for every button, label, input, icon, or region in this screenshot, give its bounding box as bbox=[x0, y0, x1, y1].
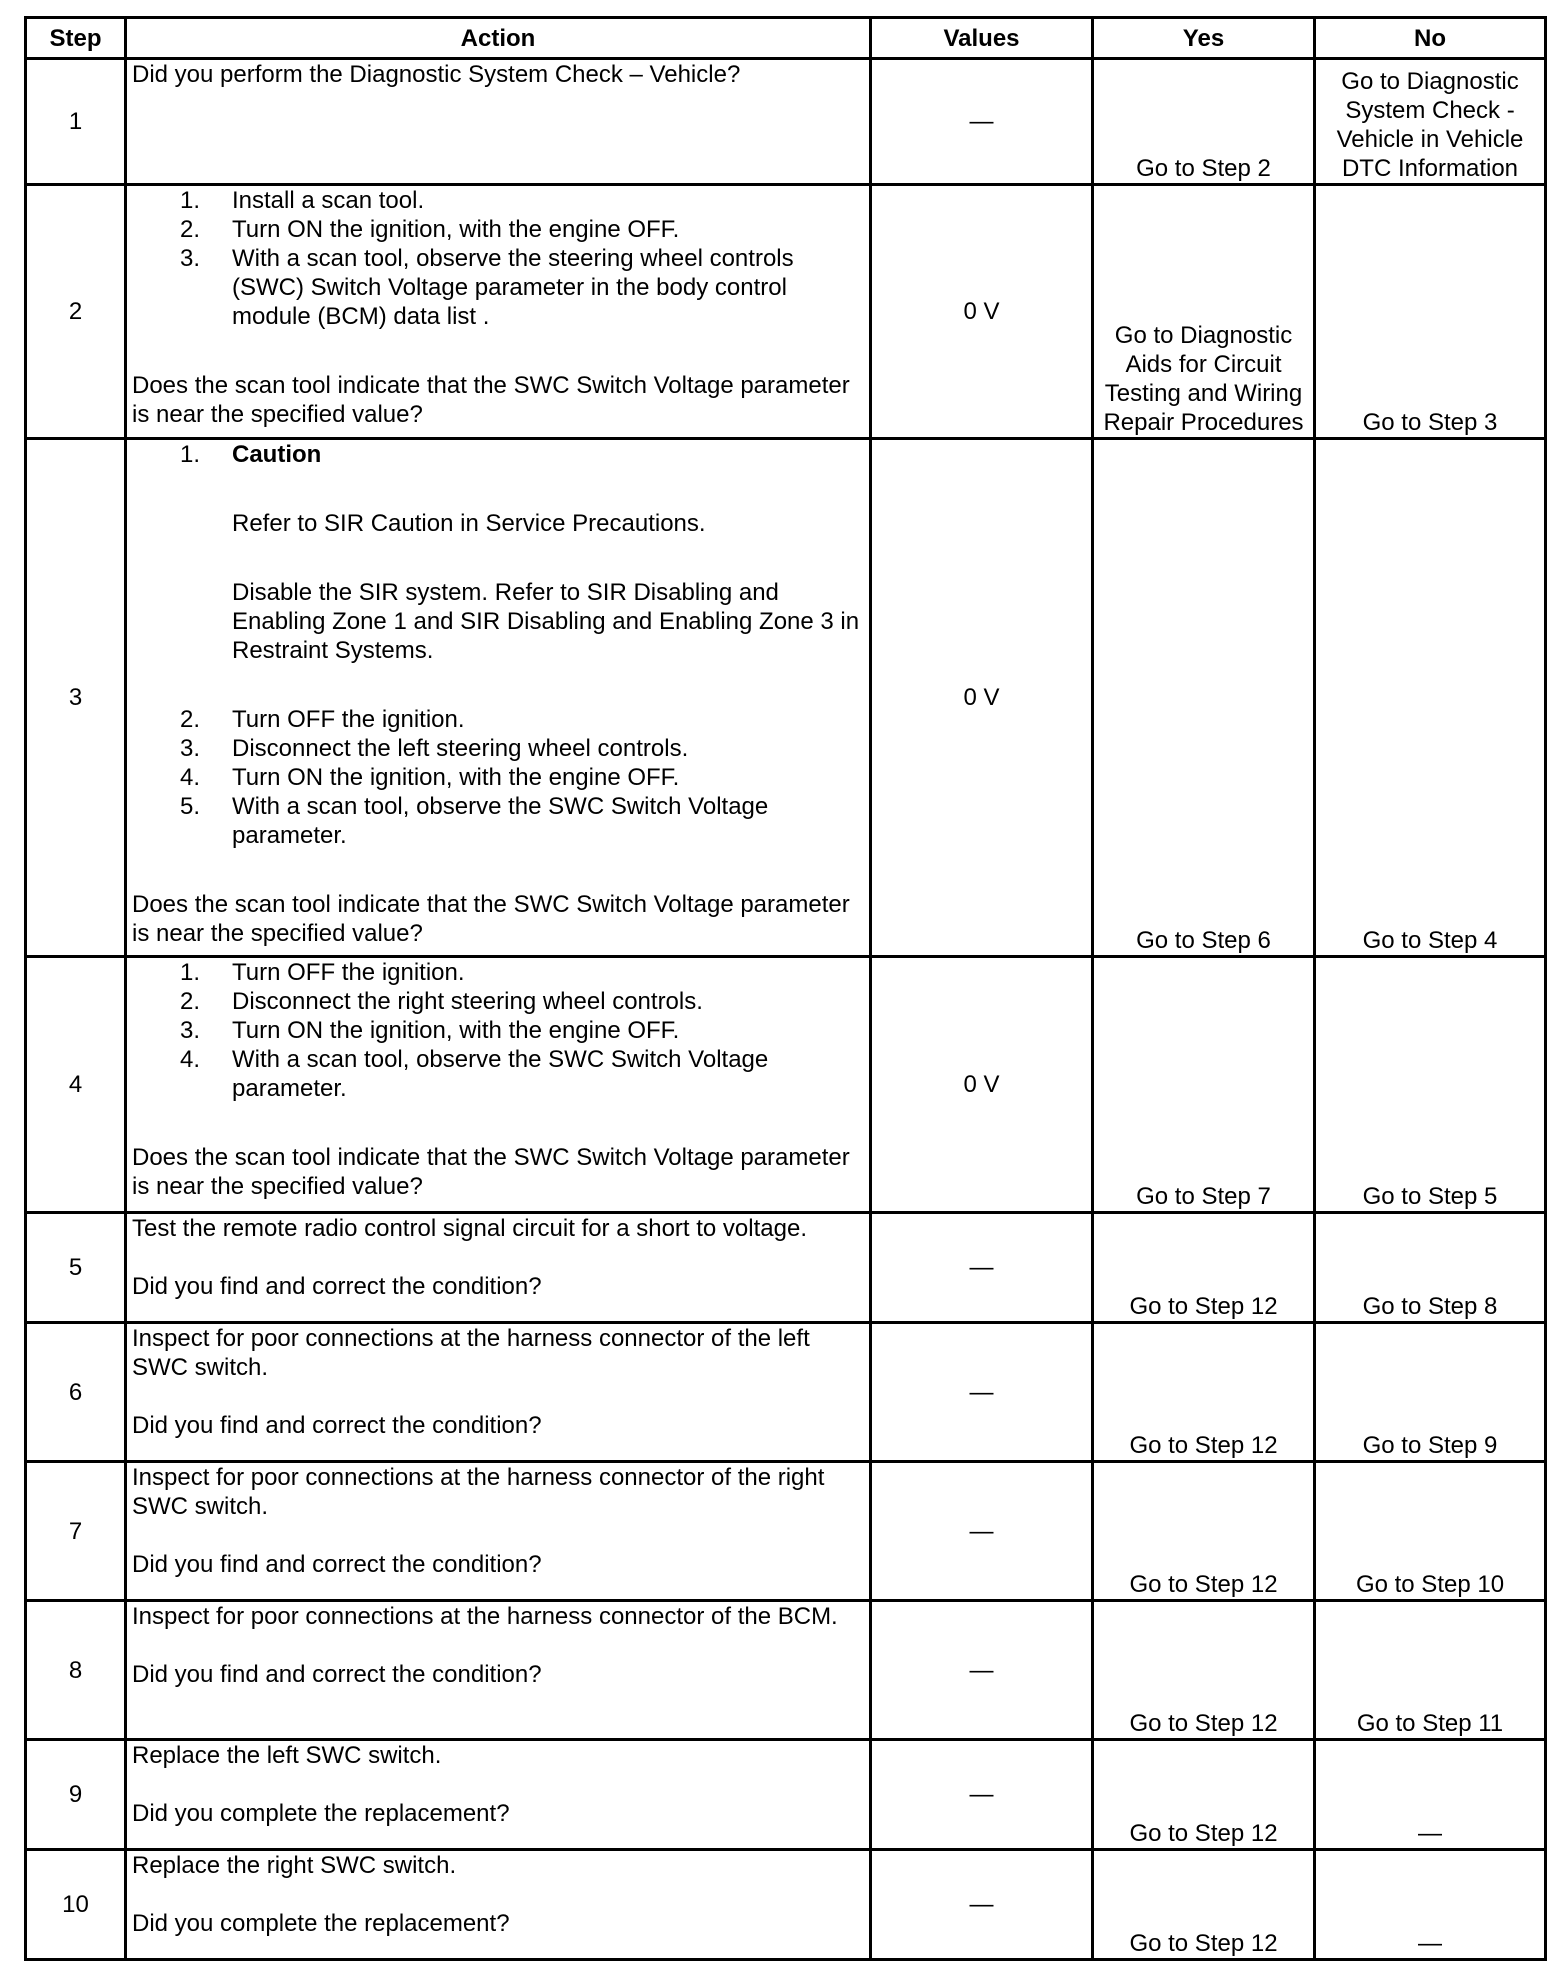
yes-cell: Go to Step 12 bbox=[1093, 1213, 1315, 1323]
action-text: Inspect for poor connections at the harness connector of the right SWC switch. bbox=[132, 1464, 825, 1520]
spacer bbox=[232, 538, 864, 578]
header-row bbox=[26, 18, 1546, 59]
item-text: With a scan tool, observe the SWC Switch Voltage parameter. bbox=[232, 1046, 769, 1102]
item-text: Install a scan tool. bbox=[232, 187, 425, 214]
action-question: Does the scan tool indicate that the SWC Switch Voltage parameter is near the specified value? bbox=[132, 1144, 850, 1200]
list-item bbox=[132, 987, 864, 1016]
yes-cell: Go to Step 12 bbox=[1093, 1323, 1315, 1462]
header-action: Action bbox=[126, 18, 871, 59]
no-cell: Go to Step 5 bbox=[1315, 957, 1546, 1213]
action-cell bbox=[126, 1213, 871, 1323]
action-text: Replace the right SWC switch. bbox=[132, 1852, 457, 1879]
yes-cell: Go to Step 12 bbox=[1093, 1740, 1315, 1850]
table-row bbox=[26, 1740, 1546, 1850]
no-cell: Go to Step 11 bbox=[1315, 1601, 1546, 1740]
value-cell: 0 V bbox=[871, 185, 1093, 439]
action-cell bbox=[126, 439, 871, 957]
list-item bbox=[132, 763, 864, 792]
spacer bbox=[132, 1880, 864, 1909]
action-cell bbox=[126, 1740, 871, 1850]
header-values: Values bbox=[871, 18, 1093, 59]
table-row bbox=[26, 1213, 1546, 1323]
spacer bbox=[132, 1382, 864, 1411]
list-item bbox=[132, 186, 864, 215]
action-question: Did you complete the replacement? bbox=[132, 1800, 510, 1827]
item-number: 3. bbox=[180, 1017, 201, 1044]
list-item bbox=[132, 244, 864, 331]
item-number: 2. bbox=[180, 706, 201, 733]
item-text: Disconnect the left steering wheel controls. bbox=[232, 735, 689, 762]
list-item bbox=[132, 215, 864, 244]
item-text: Turn ON the ignition, with the engine OFF. bbox=[232, 1017, 680, 1044]
value-cell: — bbox=[871, 59, 1093, 185]
item-number: 3. bbox=[180, 245, 201, 272]
procedure-list bbox=[132, 958, 864, 1103]
step-number: 9 bbox=[26, 1740, 126, 1850]
item-number: 1. bbox=[180, 959, 201, 986]
item-number: 1. bbox=[180, 441, 201, 468]
header-no: No bbox=[1315, 18, 1546, 59]
action-question: Does the scan tool indicate that the SWC Switch Voltage parameter is near the specified value? bbox=[132, 372, 850, 428]
item-text: With a scan tool, observe the steering wheel controls (SWC) Switch Voltage parameter in the body control module (BCM) data list . bbox=[232, 245, 794, 330]
action-question: Did you complete the replacement? bbox=[132, 1910, 510, 1937]
value-cell: — bbox=[871, 1740, 1093, 1850]
spacer bbox=[132, 1243, 864, 1272]
spacer bbox=[232, 665, 864, 705]
item-number: 3. bbox=[180, 735, 201, 762]
action-text: Inspect for poor connections at the harness connector of the BCM. bbox=[132, 1603, 838, 1630]
spacer bbox=[132, 850, 864, 890]
value-cell: — bbox=[871, 1850, 1093, 1960]
no-cell: — bbox=[1315, 1850, 1546, 1960]
item-text: Disconnect the right steering wheel controls. bbox=[232, 988, 703, 1015]
action-cell bbox=[126, 59, 871, 185]
step-number: 1 bbox=[26, 59, 126, 185]
header-step: Step bbox=[26, 18, 126, 59]
procedure-list bbox=[132, 440, 864, 850]
step-number: 3 bbox=[26, 439, 126, 957]
header-yes: Yes bbox=[1093, 18, 1315, 59]
yes-cell: Go to Step 12 bbox=[1093, 1601, 1315, 1740]
action-question: Did you find and correct the condition? bbox=[132, 1551, 542, 1578]
yes-cell: Go to Step 7 bbox=[1093, 957, 1315, 1213]
procedure-list bbox=[132, 186, 864, 331]
table-row bbox=[26, 1850, 1546, 1960]
item-number: 5. bbox=[180, 793, 201, 820]
spacer bbox=[132, 1770, 864, 1799]
spacer bbox=[132, 1521, 864, 1550]
item-text: Turn ON the ignition, with the engine OFF. bbox=[232, 764, 680, 791]
value-cell: 0 V bbox=[871, 439, 1093, 957]
step-number: 7 bbox=[26, 1462, 126, 1601]
value-cell: — bbox=[871, 1601, 1093, 1740]
yes-cell: Go to Diagnostic Aids for Circuit Testing and Wiring Repair Procedures bbox=[1093, 185, 1315, 439]
caution-title: Caution bbox=[232, 441, 322, 468]
item-text: Turn OFF the ignition. bbox=[232, 959, 465, 986]
yes-cell: Go to Step 12 bbox=[1093, 1850, 1315, 1960]
table-row bbox=[26, 59, 1546, 185]
value-cell: — bbox=[871, 1462, 1093, 1601]
list-item bbox=[132, 705, 864, 734]
table-row bbox=[26, 957, 1546, 1213]
diagnostic-table bbox=[24, 16, 1547, 1961]
step-number: 6 bbox=[26, 1323, 126, 1462]
value-cell: — bbox=[871, 1213, 1093, 1323]
step-number: 5 bbox=[26, 1213, 126, 1323]
action-cell bbox=[126, 1850, 871, 1960]
value-cell: 0 V bbox=[871, 957, 1093, 1213]
list-item bbox=[132, 958, 864, 987]
spacer bbox=[132, 331, 864, 371]
no-cell: Go to Step 3 bbox=[1315, 185, 1546, 439]
table-row bbox=[26, 1323, 1546, 1462]
item-text: Turn ON the ignition, with the engine OFF. bbox=[232, 216, 680, 243]
action-cell bbox=[126, 1601, 871, 1740]
table-row bbox=[26, 439, 1546, 957]
action-cell bbox=[126, 1323, 871, 1462]
no-cell: Go to Step 10 bbox=[1315, 1462, 1546, 1601]
no-cell: — bbox=[1315, 1740, 1546, 1850]
table-row bbox=[26, 1601, 1546, 1740]
list-item bbox=[132, 1045, 864, 1103]
action-question: Does the scan tool indicate that the SWC Switch Voltage parameter is near the specified value? bbox=[132, 891, 850, 947]
item-number: 2. bbox=[180, 988, 201, 1015]
item-text: Turn OFF the ignition. bbox=[232, 706, 465, 733]
list-item bbox=[132, 1016, 864, 1045]
action-text: Test the remote radio control signal circuit for a short to voltage. bbox=[132, 1215, 807, 1242]
item-text: With a scan tool, observe the SWC Switch Voltage parameter. bbox=[232, 793, 769, 849]
item-number: 4. bbox=[180, 764, 201, 791]
yes-cell: Go to Step 12 bbox=[1093, 1462, 1315, 1601]
action-question: Did you find and correct the condition? bbox=[132, 1412, 542, 1439]
step-number: 8 bbox=[26, 1601, 126, 1740]
action-cell bbox=[126, 185, 871, 439]
spacer bbox=[132, 1631, 864, 1660]
step-number: 10 bbox=[26, 1850, 126, 1960]
action-text: Inspect for poor connections at the harness connector of the left SWC switch. bbox=[132, 1325, 810, 1381]
table-row bbox=[26, 185, 1546, 439]
caution-text: Refer to SIR Caution in Service Precautions. bbox=[232, 510, 706, 537]
action-cell bbox=[126, 957, 871, 1213]
item-number: 2. bbox=[180, 216, 201, 243]
step-number: 4 bbox=[26, 957, 126, 1213]
value-cell: — bbox=[871, 1323, 1093, 1462]
action-cell bbox=[126, 1462, 871, 1601]
no-cell: Go to Diagnostic System Check - Vehicle in Vehicle DTC Information bbox=[1315, 59, 1546, 185]
caution-item bbox=[132, 440, 864, 705]
spacer bbox=[232, 469, 864, 509]
no-cell: Go to Step 9 bbox=[1315, 1323, 1546, 1462]
yes-cell: Go to Step 2 bbox=[1093, 59, 1315, 185]
list-item bbox=[132, 792, 864, 850]
table-row bbox=[26, 1462, 1546, 1601]
action-question: Did you perform the Diagnostic System Check – Vehicle? bbox=[132, 61, 741, 88]
step-number: 2 bbox=[26, 185, 126, 439]
action-question: Did you find and correct the condition? bbox=[132, 1273, 542, 1300]
no-cell: Go to Step 4 bbox=[1315, 439, 1546, 957]
action-question: Did you find and correct the condition? bbox=[132, 1661, 542, 1688]
caution-text: Disable the SIR system. Refer to SIR Disabling and Enabling Zone 1 and SIR Disabling and Enabling Zone 3 in Restraint Systems. bbox=[232, 579, 860, 664]
no-cell: Go to Step 8 bbox=[1315, 1213, 1546, 1323]
action-text: Replace the left SWC switch. bbox=[132, 1742, 442, 1769]
spacer bbox=[132, 1103, 864, 1143]
item-number: 1. bbox=[180, 187, 201, 214]
item-number: 4. bbox=[180, 1046, 201, 1073]
list-item bbox=[132, 734, 864, 763]
yes-cell: Go to Step 6 bbox=[1093, 439, 1315, 957]
